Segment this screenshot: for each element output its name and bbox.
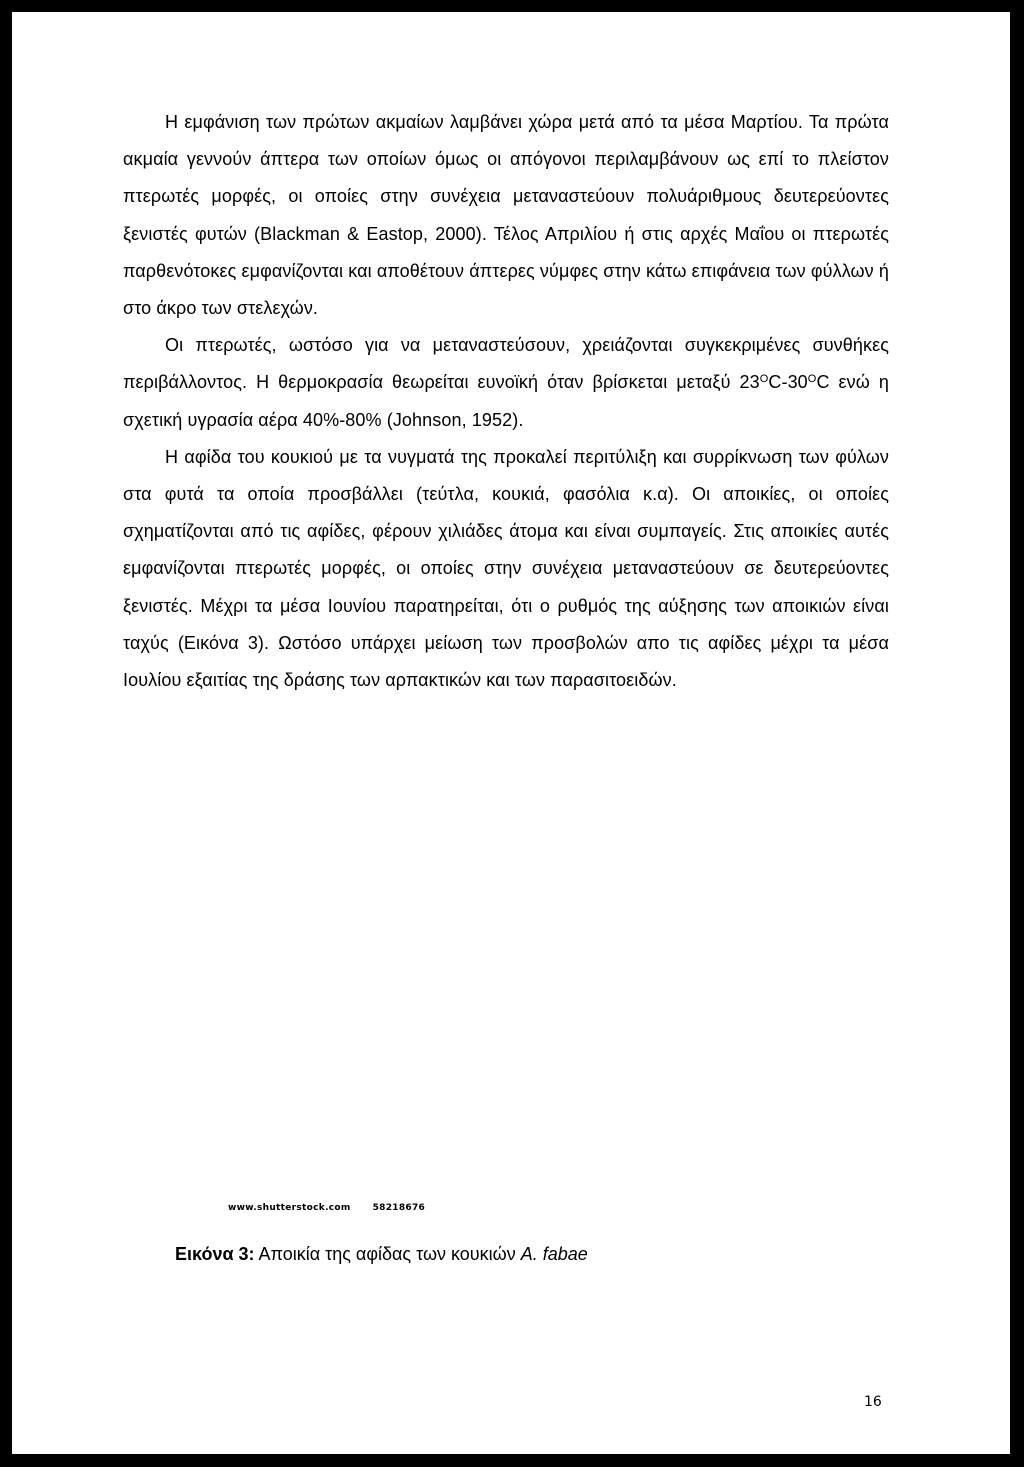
figure-caption xyxy=(175,1244,588,1265)
caption-text: Αποικία της αφίδας των κουκιών xyxy=(254,1244,521,1264)
degree-symbol: O xyxy=(759,373,769,386)
paragraph-2-part-2: C-30 xyxy=(768,372,808,393)
body-text xyxy=(123,104,889,699)
watermark-site: www.shutterstock.com xyxy=(228,1203,351,1213)
paragraph-2-part-3: C ενώ η σχετική υγρασία αέρα 40%-80% (Johnson, 1952). xyxy=(123,372,889,430)
degree-symbol: O xyxy=(807,373,817,386)
paragraph-2-part-1: Οι πτερωτές, ωστόσο για να μεταναστεύσουν, χρειάζονται συγκεκριμένες συνθήκες περιβάλλοντος. Η θερμοκρασία θεωρείται ευνοϊκή όταν βρίσκεται μεταξύ 23 xyxy=(123,335,889,393)
caption-label: Εικόνα 3: xyxy=(175,1244,255,1264)
paragraph-2 xyxy=(123,327,889,439)
document-page xyxy=(12,12,1010,1454)
paragraph-1: Η εμφάνιση των πρώτων ακμαίων λαμβάνει χώρα μετά από τα μέσα Μαρτίου. Τα πρώτα ακμαία γεννούν άπτερα των οποίων όμως οι απόγονοι περιλαμβάνουν ως επί το πλείστον πτερωτές μορφές, οι οποίες στην συνέχεια μεταναστεύουν πολυάριθμους δευτερεύοντες ξενιστές φυτών (Blackman & Eastop, 2000). Τέλος Απριλίου ή στις αρχές Μαΐου οι πτερωτές παρθενότοκες εμφανίζονται και αποθέτουν άπτερες νύμφες στην κάτω επιφάνεια των φύλλων ή στο άκρο των στελεχών. xyxy=(123,112,889,319)
paragraph-3: Η αφίδα του κουκιού με τα νυγματά της προκαλεί περιτύλιξη και συρρίκνωση των φύλων στα φυτά τα οποία προσβάλλει (τεύτλα, κουκιά, φασόλια κ.α). Οι αποικίες, οι οποίες σχηματίζονται από τις αφίδες, φέρουν χιλιάδες άτομα και είναι συμπαγείς. Στις αποικίες αυτές εμφανίζονται πτερωτές μορφές, οι οποίες στην συνέχεια μεταναστεύουν σε δευτερεύοντες ξενιστές. Μέχρι τα μέσα Ιουνίου παρατηρείται, ότι ο ρυθμός της αύξησης των αποικιών είναι ταχύς (Εικόνα 3). Ωστόσο υπάρχει μείωση των προσβολών απο τις αφίδες μέχρι τα μέσα Ιουλίου εξαιτίας της δράσης των αρπακτικών και των παρασιτοειδών. xyxy=(123,446,889,691)
page-number: 16 xyxy=(864,1394,882,1410)
watermark-id: 58218676 xyxy=(372,1203,426,1213)
caption-species: A. fabae xyxy=(520,1244,588,1264)
image-watermark xyxy=(228,1203,425,1213)
